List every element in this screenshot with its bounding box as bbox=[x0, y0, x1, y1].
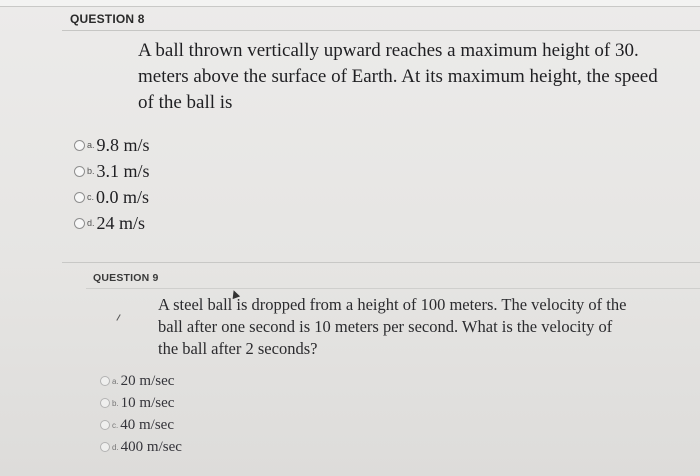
answer-letter: a. bbox=[87, 140, 95, 150]
answer-letter: b. bbox=[87, 166, 95, 176]
top-divider bbox=[0, 0, 700, 7]
question-9-label: QUESTION 9 bbox=[93, 272, 159, 284]
radio-button[interactable] bbox=[100, 442, 110, 452]
answer-letter: d. bbox=[87, 218, 95, 228]
question-8-text: A ball thrown vertically upward reaches a maximum height of 30. meters above the surface of Earth. At its maximum height, the speed of the ball is bbox=[138, 40, 658, 113]
answer-option-8a[interactable] bbox=[74, 132, 150, 158]
radio-button[interactable] bbox=[74, 192, 85, 203]
answer-option-9b[interactable] bbox=[100, 392, 182, 414]
question-9-block bbox=[0, 262, 700, 476]
answer-text: 20 m/sec bbox=[120, 372, 175, 389]
answer-letter: c. bbox=[112, 420, 119, 430]
answer-text: 24 m/s bbox=[96, 212, 146, 233]
answer-text: 0.0 m/s bbox=[96, 186, 150, 207]
answer-text: 10 m/sec bbox=[120, 394, 175, 411]
answer-text: 40 m/sec bbox=[120, 416, 174, 433]
question-8-label: QUESTION 8 bbox=[70, 12, 145, 26]
answer-text: 3.1 m/s bbox=[96, 160, 150, 181]
question-9-answers bbox=[100, 370, 182, 458]
answer-option-8d[interactable] bbox=[74, 210, 150, 236]
answer-option-9d[interactable] bbox=[100, 436, 182, 458]
answer-letter: a. bbox=[112, 376, 119, 386]
question-8-answers bbox=[74, 132, 150, 236]
answer-option-9a[interactable] bbox=[100, 370, 182, 392]
question-9-text: A steel ball is dropped from a height of 100 meters. The velocity of the ball after one second is 10 meters per second. What is the velocity of the ball after 2 seconds? bbox=[158, 295, 627, 358]
radio-button[interactable] bbox=[74, 166, 85, 177]
answer-option-8b[interactable] bbox=[74, 158, 150, 184]
answer-letter: c. bbox=[87, 192, 95, 202]
answer-letter: b. bbox=[112, 398, 119, 408]
question-8-divider bbox=[62, 30, 700, 31]
radio-button[interactable] bbox=[100, 376, 110, 386]
radio-button[interactable] bbox=[100, 398, 110, 408]
answer-letter: d. bbox=[112, 442, 119, 452]
question-8-block bbox=[0, 8, 700, 248]
radio-button[interactable] bbox=[74, 218, 85, 229]
radio-button[interactable] bbox=[74, 140, 85, 151]
radio-button[interactable] bbox=[100, 420, 110, 430]
answer-option-8c[interactable] bbox=[74, 184, 150, 210]
answer-text: 400 m/sec bbox=[120, 438, 182, 455]
question-9-divider bbox=[86, 288, 700, 289]
answer-text: 9.8 m/s bbox=[96, 134, 150, 155]
answer-option-9c[interactable] bbox=[100, 414, 182, 436]
